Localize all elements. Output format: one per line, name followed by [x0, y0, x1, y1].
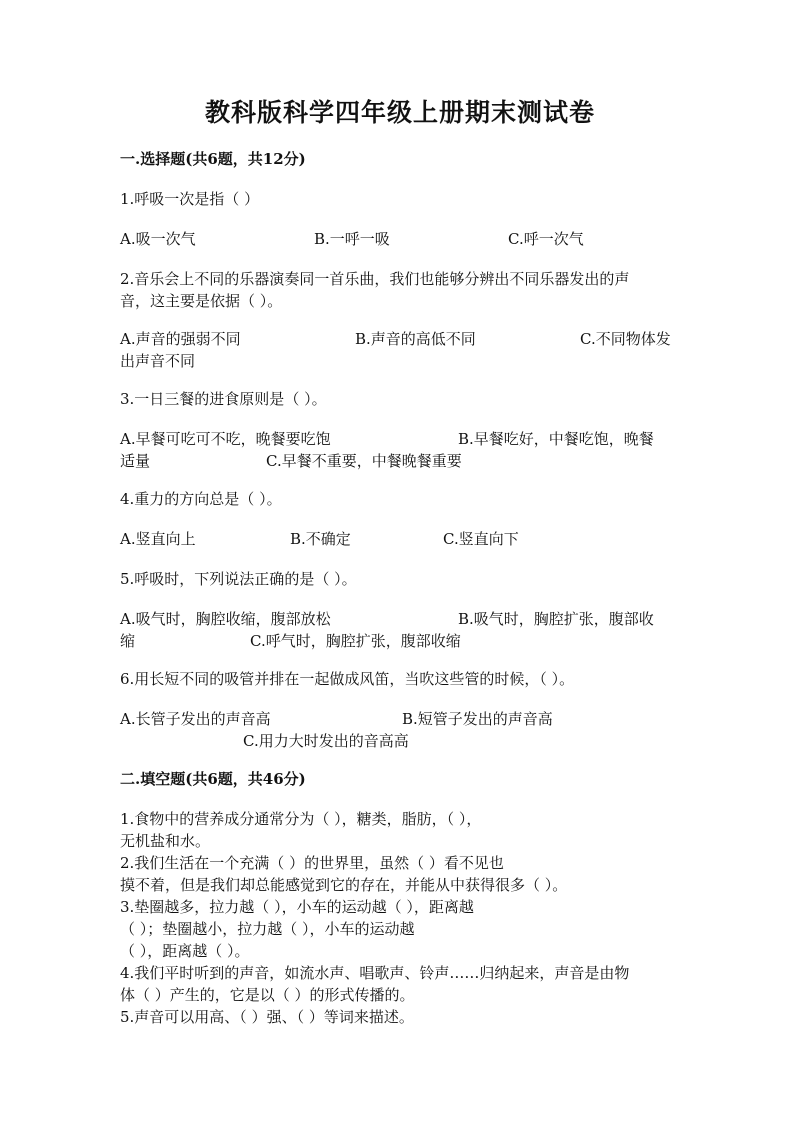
question-5-option-a: A.吸气时，胸腔收缩，腹部放松	[120, 610, 331, 628]
question-1-stem: 1.呼吸一次是指（ ）	[120, 190, 260, 208]
question-1-option-c: C.呼一次气	[508, 230, 584, 248]
section-fill-header: 二.填空题(共6题，共46分)	[120, 770, 306, 788]
question-1-option-b: B.一呼一吸	[314, 230, 390, 248]
question-6-option-b: B.短管子发出的声音高	[402, 710, 553, 728]
fill-1-line-1: 1.食物中的营养成分通常分为（ ），糖类，脂肪，（ ），	[120, 810, 482, 828]
fill-4-line-1: 4.我们平时听到的声音，如流水声、唱歌声、铃声……归纳起来，声音是由物	[120, 964, 630, 982]
question-2-stem-line-2: 音，这主要是依据（ ）。	[120, 292, 283, 310]
fill-1-line-2: 无机盐和水。	[120, 832, 211, 850]
question-4-stem: 4.重力的方向总是（ ）。	[120, 490, 282, 508]
question-5-option-b-cont: 缩	[120, 632, 136, 650]
question-2-option-b: B.声音的高低不同	[355, 330, 476, 348]
question-6-option-a: A.长管子发出的声音高	[120, 710, 271, 728]
fill-4-line-2: 体（ ）产生的，它是以（ ）的形式传播的。	[120, 986, 415, 1004]
question-6-option-c: C.用力大时发出的音高高	[243, 732, 409, 750]
question-3-option-a: A.早餐可吃可不吃，晚餐要吃饱	[120, 430, 331, 448]
fill-3-line-3: （ ），距离越（ ）。	[120, 942, 250, 960]
question-2-option-c-cont: 出声音不同	[120, 352, 196, 370]
question-3-option-c: C.早餐不重要，中餐晚餐重要	[266, 452, 462, 470]
question-2-stem-line-1: 2.音乐会上不同的乐器演奏同一首乐曲，我们也能够分辨出不同乐器发出的声	[120, 270, 630, 288]
question-5-option-b: B.吸气时，胸腔扩张，腹部收	[458, 610, 654, 628]
fill-3-line-2: （ ）；垫圈越小，拉力越（ ），小车的运动越	[120, 920, 415, 938]
fill-3-line-1: 3.垫圈越多，拉力越（ ），小车的运动越（ ），距离越	[120, 898, 474, 916]
question-3-option-b-cont: 适量	[120, 452, 151, 470]
question-4-option-a: A.竖直向上	[120, 530, 196, 548]
exam-title: 教科版科学四年级上册期末测试卷	[204, 98, 595, 127]
question-6-stem: 6.用长短不同的吸管并排在一起做成风笛，当吹这些管的时候，（ ）。	[120, 670, 575, 688]
fill-5-line-1: 5.声音可以用高、（ ）强、（ ）等词来描述。	[120, 1008, 414, 1026]
question-2-option-c: C.不同物体发	[580, 330, 671, 348]
question-5-stem: 5.呼吸时，下列说法正确的是（ ）。	[120, 570, 357, 588]
question-4-option-b: B.不确定	[290, 530, 351, 548]
question-1-option-a: A.吸一次气	[120, 230, 196, 248]
fill-2-line-2: 摸不着，但是我们却总能感觉到它的存在，并能从中获得很多（ ）。	[120, 876, 568, 894]
section-choice-header: 一.选择题(共6题，共12分)	[120, 150, 306, 168]
question-3-stem: 3.一日三餐的进食原则是（ ）。	[120, 390, 327, 408]
question-5-option-c: C.呼气时，胸腔扩张，腹部收缩	[250, 632, 461, 650]
question-4-option-c: C.竖直向下	[443, 530, 519, 548]
fill-2-line-1: 2.我们生活在一个充满（ ）的世界里，虽然（ ）看不见也	[120, 854, 504, 872]
question-2-option-a: A.声音的强弱不同	[120, 330, 241, 348]
question-3-option-b: B.早餐吃好，中餐吃饱，晚餐	[458, 430, 654, 448]
